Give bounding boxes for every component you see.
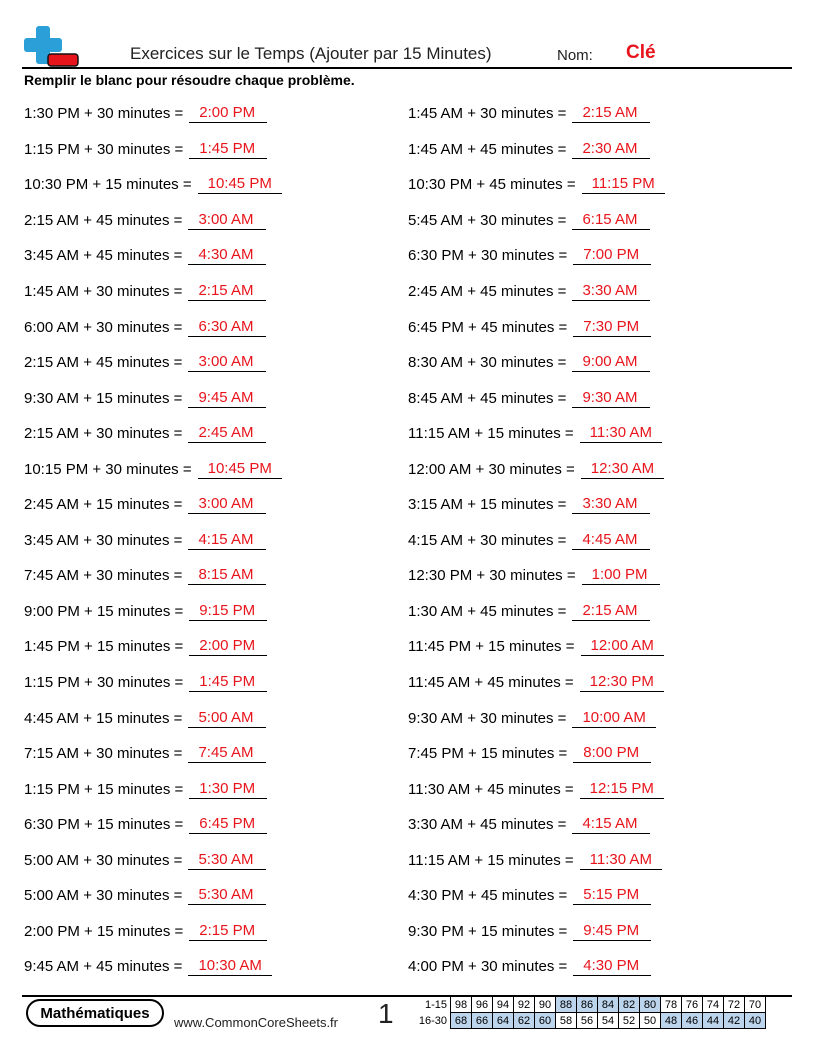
problem-row	[24, 345, 282, 381]
problem-question: 1:45 AM + 30 minutes =	[24, 283, 183, 300]
answer-blank[interactable]: 1:30 PM	[189, 780, 267, 799]
problem-row	[408, 380, 665, 416]
answer-blank[interactable]: 9:15 PM	[189, 602, 267, 621]
problem-question: 9:45 AM + 45 minutes =	[24, 958, 183, 976]
problem-question: 12:00 AM + 30 minutes =	[408, 460, 575, 478]
problem-question: 7:45 PM + 15 minutes =	[408, 745, 568, 763]
problem-row	[408, 238, 665, 274]
score-cell: 68	[451, 1013, 472, 1029]
answer-blank[interactable]: 2:15 AM	[188, 282, 266, 301]
answer-blank[interactable]: 2:15 AM	[572, 602, 650, 621]
score-cell: 44	[703, 1013, 724, 1029]
score-row-label: 16-30	[418, 1014, 447, 1027]
problem-question: 6:45 PM + 45 minutes =	[408, 318, 568, 336]
problem-row	[408, 96, 665, 132]
problem-question: 12:30 PM + 30 minutes =	[408, 567, 576, 585]
score-cell: 92	[514, 997, 535, 1013]
problem-question: 10:15 PM + 30 minutes =	[24, 460, 192, 478]
answer-blank[interactable]: 2:00 PM	[189, 104, 267, 123]
answer-blank[interactable]: 8:00 PM	[573, 744, 651, 763]
problem-row	[408, 629, 665, 665]
answer-blank[interactable]: 9:45 AM	[188, 389, 266, 408]
problem-question: 4:45 AM + 15 minutes =	[24, 709, 183, 727]
score-cell: 74	[703, 997, 724, 1013]
score-cell: 90	[535, 997, 556, 1013]
problem-row	[408, 167, 665, 203]
score-cell: 52	[619, 1013, 640, 1029]
problem-row	[408, 132, 665, 168]
problem-row	[24, 203, 282, 239]
answer-blank[interactable]: 5:30 AM	[188, 886, 266, 905]
score-cell: 98	[451, 997, 472, 1013]
problem-row	[408, 309, 665, 345]
answer-blank[interactable]: 12:00 AM	[581, 637, 664, 656]
problem-row	[408, 594, 665, 630]
problem-question: 1:15 PM + 30 minutes =	[24, 140, 184, 158]
problem-row	[24, 238, 282, 274]
score-row	[416, 1013, 766, 1029]
problem-question: 9:30 PM + 15 minutes =	[408, 922, 568, 940]
score-cell: 40	[745, 1013, 766, 1029]
problem-question: 6:30 PM + 30 minutes =	[408, 247, 568, 265]
score-cell: 62	[514, 1013, 535, 1029]
problem-question: 10:30 PM + 45 minutes =	[408, 176, 576, 194]
answer-blank[interactable]: 5:30 AM	[188, 851, 266, 870]
problem-row	[24, 451, 282, 487]
problem-row	[24, 523, 282, 559]
problem-question: 11:45 AM + 45 minutes =	[408, 674, 574, 692]
answer-blank[interactable]: 1:45 PM	[189, 673, 267, 692]
problem-row	[24, 842, 282, 878]
problem-row	[408, 807, 665, 843]
problem-question: 3:30 AM + 45 minutes =	[408, 816, 567, 834]
problem-question: 4:30 PM + 45 minutes =	[408, 887, 568, 905]
answer-blank[interactable]: 11:15 PM	[582, 175, 665, 194]
answer-blank[interactable]: 10:45 PM	[198, 175, 282, 194]
answer-blank[interactable]: 2:15 AM	[572, 104, 650, 123]
problem-row	[24, 665, 282, 701]
score-cell: 66	[472, 1013, 493, 1029]
problem-question: 9:30 AM + 30 minutes =	[408, 709, 567, 727]
answer-blank[interactable]: 10:00 AM	[572, 709, 655, 728]
problem-question: 1:15 PM + 30 minutes =	[24, 674, 184, 692]
problem-row	[408, 914, 665, 950]
problem-row	[24, 736, 282, 772]
problem-question: 2:45 AM + 15 minutes =	[24, 496, 183, 514]
problem-question: 10:30 PM + 15 minutes =	[24, 176, 192, 194]
answer-blank[interactable]: 3:00 AM	[188, 495, 266, 514]
answer-blank[interactable]: 8:15 AM	[188, 566, 266, 585]
problem-row	[24, 558, 282, 594]
answer-blank[interactable]: 2:30 AM	[572, 140, 650, 159]
brand-badge: Mathématiques	[26, 999, 164, 1027]
problem-row	[24, 132, 282, 168]
score-cell: 64	[493, 1013, 514, 1029]
score-cell: 60	[535, 1013, 556, 1029]
page-number: 1	[378, 998, 394, 1029]
header-divider	[22, 67, 792, 69]
answer-blank[interactable]: 5:15 PM	[573, 886, 651, 905]
problem-question: 7:15 AM + 30 minutes =	[24, 745, 183, 763]
score-cell: 72	[724, 997, 745, 1013]
answer-blank[interactable]: 4:45 AM	[572, 531, 650, 550]
problem-row	[408, 949, 665, 985]
problem-question: 8:30 AM + 30 minutes =	[408, 354, 567, 372]
score-cell: 48	[661, 1013, 682, 1029]
problem-question: 6:00 AM + 30 minutes =	[24, 318, 183, 336]
answer-blank[interactable]: 9:45 PM	[573, 922, 651, 941]
problem-row	[408, 842, 665, 878]
score-cell: 88	[556, 997, 577, 1013]
problem-row	[408, 274, 665, 310]
score-cell: 78	[661, 997, 682, 1013]
problem-question: 3:45 AM + 45 minutes =	[24, 247, 183, 265]
answer-blank[interactable]: 7:00 PM	[573, 246, 651, 265]
score-cell: 50	[640, 1013, 661, 1029]
score-cell: 94	[493, 997, 514, 1013]
answer-blank[interactable]: 4:30 AM	[188, 246, 266, 265]
problem-question: 2:15 AM + 45 minutes =	[24, 354, 183, 372]
answer-blank[interactable]: 1:45 PM	[189, 140, 267, 159]
problem-row	[24, 416, 282, 452]
problem-row	[24, 878, 282, 914]
score-table	[416, 996, 766, 1029]
answer-blank[interactable]: 10:45 PM	[198, 460, 282, 479]
problem-row	[24, 380, 282, 416]
problem-question: 5:00 AM + 30 minutes =	[24, 887, 183, 905]
problem-question: 1:30 PM + 30 minutes =	[24, 105, 184, 123]
answer-blank[interactable]: 4:15 AM	[572, 815, 650, 834]
problem-question: 3:45 AM + 30 minutes =	[24, 531, 183, 549]
answer-blank[interactable]: 2:00 PM	[189, 637, 267, 656]
problem-question: 1:30 AM + 45 minutes =	[408, 602, 567, 620]
problem-row	[408, 487, 665, 523]
answer-blank[interactable]: 9:30 AM	[572, 389, 650, 408]
answer-blank[interactable]: 5:00 AM	[188, 709, 266, 728]
answer-blank[interactable]: 2:45 AM	[188, 424, 266, 443]
problem-question: 11:30 AM + 45 minutes =	[408, 780, 574, 798]
problem-row	[24, 487, 282, 523]
problem-question: 1:45 AM + 30 minutes =	[408, 105, 567, 123]
answer-blank[interactable]: 3:30 AM	[572, 495, 650, 514]
answer-blank[interactable]: 6:45 PM	[189, 815, 267, 834]
score-row-label: 1-15	[424, 998, 447, 1011]
score-cell: 80	[640, 997, 661, 1013]
answer-blank[interactable]: 6:30 AM	[188, 318, 266, 337]
problem-row	[24, 167, 282, 203]
problem-row	[24, 914, 282, 950]
score-cell: 76	[682, 997, 703, 1013]
problem-row	[408, 665, 665, 701]
plus-minus-icon	[22, 24, 80, 68]
answer-blank[interactable]: 12:30 AM	[581, 460, 664, 479]
score-cell: 56	[577, 1013, 598, 1029]
problem-row	[24, 594, 282, 630]
answer-blank[interactable]: 11:30 AM	[580, 851, 662, 870]
answer-blank[interactable]: 7:30 PM	[573, 318, 651, 337]
problem-question: 1:15 PM + 15 minutes =	[24, 780, 184, 798]
score-cell: 54	[598, 1013, 619, 1029]
answer-blank[interactable]: 10:30 AM	[188, 957, 271, 976]
problem-question: 2:15 AM + 30 minutes =	[24, 425, 183, 443]
problem-question: 9:30 AM + 15 minutes =	[24, 389, 183, 407]
answer-blank[interactable]: 3:00 AM	[188, 211, 266, 230]
answer-blank[interactable]: 4:30 PM	[573, 957, 651, 976]
score-cell: 70	[745, 997, 766, 1013]
problem-question: 8:45 AM + 45 minutes =	[408, 389, 567, 407]
problem-row	[24, 807, 282, 843]
problem-row	[408, 203, 665, 239]
problem-column-left	[24, 96, 282, 985]
answer-blank[interactable]: 1:00 PM	[582, 566, 660, 585]
problem-question: 11:15 AM + 15 minutes =	[408, 851, 574, 869]
problem-question: 11:15 AM + 15 minutes =	[408, 425, 574, 443]
problem-question: 7:45 AM + 30 minutes =	[24, 567, 183, 585]
problem-question: 6:30 PM + 15 minutes =	[24, 816, 184, 834]
problem-question: 4:15 AM + 30 minutes =	[408, 531, 567, 549]
answer-blank[interactable]: 3:00 AM	[188, 353, 266, 372]
problem-row	[24, 629, 282, 665]
answer-blank[interactable]: 4:15 AM	[188, 531, 266, 550]
problem-question: 5:00 AM + 30 minutes =	[24, 851, 183, 869]
score-row	[416, 997, 766, 1013]
answer-blank[interactable]: 7:45 AM	[188, 744, 266, 763]
answer-blank[interactable]: 11:30 AM	[580, 424, 662, 443]
instructions: Remplir le blanc pour résoudre chaque problème.	[24, 72, 355, 88]
score-cell: 46	[682, 1013, 703, 1029]
problem-row	[24, 771, 282, 807]
problem-question: 1:45 PM + 15 minutes =	[24, 638, 184, 656]
score-cell: 58	[556, 1013, 577, 1029]
problem-row	[408, 771, 665, 807]
answer-blank[interactable]: 12:30 PM	[580, 673, 664, 692]
problem-row	[408, 700, 665, 736]
problem-question: 2:15 AM + 45 minutes =	[24, 211, 183, 229]
problem-row	[408, 523, 665, 559]
worksheet-title: Exercices sur le Temps (Ajouter par 15 Minutes)	[130, 44, 492, 63]
problem-row	[408, 736, 665, 772]
name-value: Clé	[626, 42, 656, 63]
problem-question: 9:00 PM + 15 minutes =	[24, 602, 184, 620]
problem-row	[408, 345, 665, 381]
problem-question: 5:45 AM + 30 minutes =	[408, 211, 567, 229]
score-cell: 84	[598, 997, 619, 1013]
problem-row	[408, 451, 665, 487]
problem-row	[24, 309, 282, 345]
problem-row	[408, 558, 665, 594]
problem-question: 3:15 AM + 15 minutes =	[408, 496, 567, 514]
answer-blank[interactable]: 9:00 AM	[572, 353, 650, 372]
score-cell: 86	[577, 997, 598, 1013]
problem-question: 11:45 PM + 15 minutes =	[408, 638, 575, 656]
problem-row	[24, 274, 282, 310]
name-label: Nom:	[557, 47, 593, 64]
problem-column-right	[408, 96, 665, 985]
score-cell: 82	[619, 997, 640, 1013]
problem-question: 2:45 AM + 45 minutes =	[408, 283, 567, 300]
site-url[interactable]: www.CommonCoreSheets.fr	[174, 1015, 338, 1030]
answer-blank[interactable]: 2:15 PM	[189, 922, 267, 941]
problem-row	[24, 96, 282, 132]
problem-row	[408, 416, 665, 452]
answer-blank[interactable]: 6:15 AM	[572, 211, 650, 230]
answer-blank[interactable]: 3:30 AM	[572, 282, 650, 301]
score-cell: 96	[472, 997, 493, 1013]
problem-row	[24, 949, 282, 985]
problem-question: 4:00 PM + 30 minutes =	[408, 958, 568, 976]
problem-row	[408, 878, 665, 914]
score-cell: 42	[724, 1013, 745, 1029]
problem-row	[24, 700, 282, 736]
answer-blank[interactable]: 12:15 PM	[580, 780, 664, 799]
problem-question: 1:45 AM + 45 minutes =	[408, 140, 567, 158]
problem-question: 2:00 PM + 15 minutes =	[24, 922, 184, 940]
